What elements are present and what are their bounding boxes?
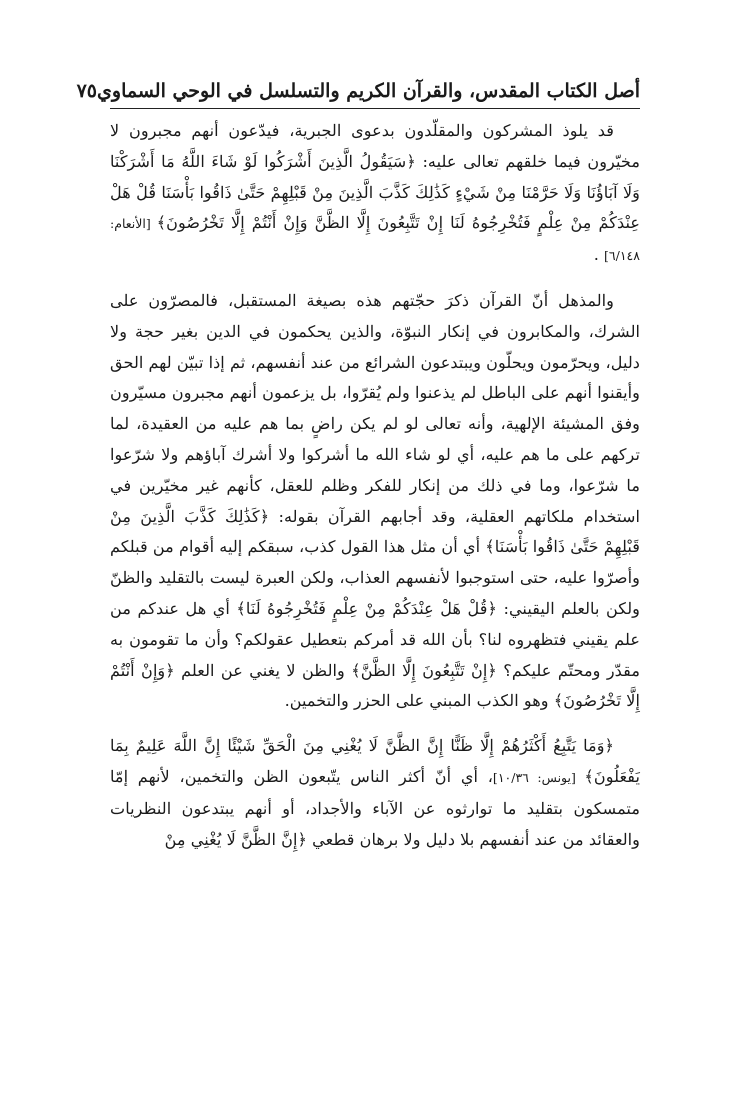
- running-header: [76, 70, 640, 104]
- quran-verse: ﴿كَذَٰلِكَ كَذَّبَ الَّذِينَ مِنْ قَبْلِهِمْ حَتَّىٰ ذَاقُوا بَأْسَنَا﴾: [110, 506, 640, 557]
- quran-verse: ﴿إِنَّ الظَّنَّ لَا يُغْنِي مِنْ: [164, 829, 307, 849]
- body-text: وهو الكذب المبني على الحزر والتخمين.: [284, 691, 554, 711]
- verse-reference: [يونس: ١٠/٣٦]: [492, 769, 585, 785]
- body-text: والمذهل أنّ القرآن ذكرَ حجّتهم هذه بصيغة المستقبل، فالمصرّون على الشرك، والمكابرون في إنكار النبوّة، والذين يحكمون في الدين بغير حجة ولا دليل، ويحرّمون ويحلّون ويبتدعون الشرائع من عند أنفسهم، ثم إذا تبيّن لهم الحق وأيقنوا أنهم على الباطل لم يذعنوا ولم يُقرّوا، بل يزعمون أنهم مجبرون مسيّرون وفق المشيئة الإلهية، وأنه تعالى لو لم يكن راضٍ بما هم عليه من العقيدة، لما تركهم على ما هم عليه، أي لو شاء الله ما أشركوا ولا أشرك آباؤهم ولا شرّعوا ما شرّعوا، وما في ذلك من إنكار للفكر وظلم للعقل، كأنهم غير مخيّرين في استخدام ملكاتهم العقلية، وقد أجابهم القرآن بقوله:: [110, 290, 640, 526]
- page-number: ٧٥: [76, 80, 98, 102]
- quran-verse: ﴿وَمَا يَتَّبِعُ أَكْثَرُهُمْ إِلَّا ظَنًّا إِنَّ الظَّنَّ لَا يُغْنِي مِنَ الْحَقِّ شَيْئًا إِنَّ اللَّهَ عَلِيمٌ بِمَا يَفْعَلُونَ﴾: [110, 736, 640, 786]
- body-text: قد يلوذ المشركون والمقلّدون بدعوى الجبرية، فيدّعون أنهم مجبرون لا مخيّرون فيما خلقهم تعالى عليه:: [110, 121, 640, 171]
- quran-verse: ﴿إِنْ تَتَّبِعُونَ إِلَّا الظَّنَّ﴾: [351, 660, 497, 680]
- page-body: [110, 116, 640, 855]
- quran-verse: ﴿وَإِنْ أَنْتُمْ إِلَّا تَخْرُصُونَ﴾: [110, 660, 640, 711]
- header-rule: [110, 108, 640, 109]
- paragraph: [110, 116, 640, 272]
- body-text: والظن لا يغني عن العلم: [174, 660, 352, 680]
- quran-verse: ﴿سَيَقُولُ الَّذِينَ أَشْرَكُوا لَوْ شَاءَ اللَّهُ مَا أَشْرَكْنَا وَلَا آبَاؤُنَا وَلَا حَرَّمْنَا مِنْ شَيْءٍ كَذَٰلِكَ كَذَّبَ الَّذِينَ مِنْ قَبْلِهِمْ حَتَّىٰ ذَاقُوا بَأْسَنَا قُلْ هَلْ عِنْدَكُمْ مِنْ عِلْمٍ فَتُخْرِجُوهُ لَنَا إِنْ تَتَّبِعُونَ إِلَّا الظَّنَّ وَإِنْ أَنْتُمْ إِلَّا تَخْرُصُونَ﴾: [110, 151, 640, 233]
- body-text: أي أن مثل هذا القول كذب، سبقكم إليه أقوام من قبلكم وأصرّوا عليه، حتى استوجبوا لأنفسهم العذاب، ولكن العبرة ليست بالتقليد والظنّ ولكن بالعلم اليقيني:: [110, 537, 640, 618]
- paragraph: [110, 286, 640, 717]
- verse-reference: [الأنعام: ٦/١٤٨]: [110, 216, 640, 264]
- body-text: ، أي أنّ أكثر الناس يتّبعون الظن والتخمين، لأنهم إمّا متمسكون بتقليد ما توارثوه عن الآباء والأجداد، أو أنهم يبتدعون النظريات والعقائد من عند أنفسهم بلا دليل ولا برهان قطعي: [110, 766, 640, 849]
- body-text: أي هل عندكم من علم يقيني فتظهروه لنا؟ بأن الله قد أمركم بتعطيل عقولكم؟ وأن ما تقومون به مقدّر ومحتّم عليكم؟: [110, 598, 640, 680]
- running-title: أصل الكتاب المقدس، والقرآن الكريم والتسلسل في الوحي السماوي: [97, 80, 640, 102]
- quran-verse: ﴿قُلْ هَلْ عِنْدَكُمْ مِنْ عِلْمٍ فَتُخْرِجُوهُ لَنَا﴾: [236, 598, 497, 618]
- body-text: .: [593, 245, 605, 265]
- paragraph: [110, 731, 640, 855]
